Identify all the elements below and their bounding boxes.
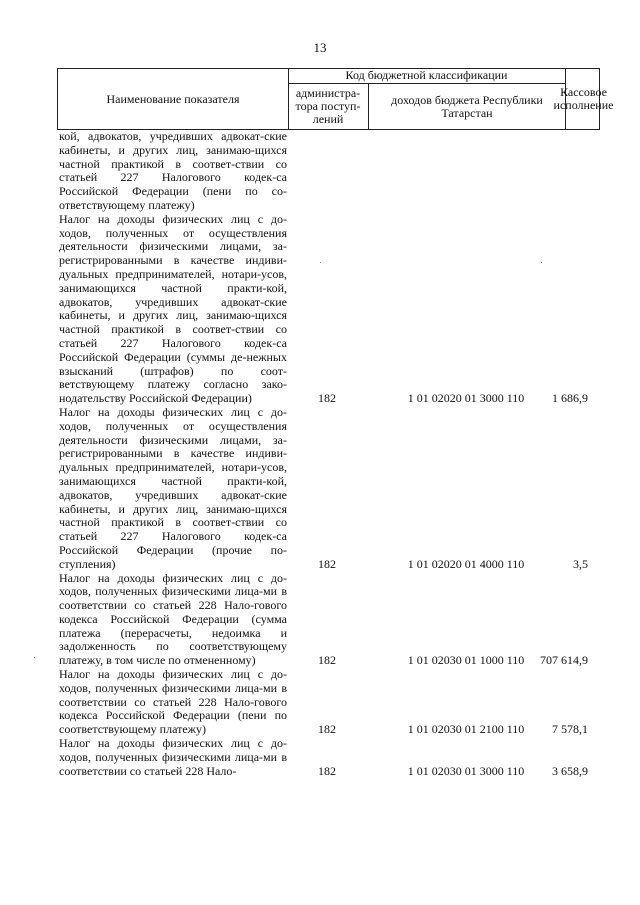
row-name: Налог на доходы физических лиц с до-ходов, полученных физическими лица-ми в соответствии со статьей 228 Нало-: [59, 736, 287, 778]
table-row: [57, 213, 600, 406]
table-body: [57, 130, 600, 778]
scan-speck: [541, 262, 542, 263]
scan-speck: [34, 657, 35, 658]
table-row: [57, 406, 600, 572]
header-name: Наименование показателя: [58, 69, 289, 129]
row-admin-code: 182: [318, 653, 336, 668]
row-admin-code: 182: [318, 556, 336, 571]
row-amount: 1 686,9: [552, 391, 588, 406]
header-code-group: Код бюджетной классификации: [288, 69, 566, 84]
table-header: [57, 68, 614, 130]
row-budget-code: 1 01 02020 01 3000 110: [407, 391, 525, 406]
row-name: кой, адвокатов, учредивших адвокат-ские кабинеты, и других лиц, занимаю-щихся частной практикой в соответ-ствии со статьей 227 Налогового кодек-са Российской Федерации (пени по со-ответствующему платежу): [59, 129, 287, 212]
row-name: Налог на доходы физических лиц с до-ходов, полученных от осуществления деятельности физическими лицами, за-регистрированными в качестве индиви-дуальных предпринимателей, нотари-усов, занимающихся частной практи-кой, адвокатов, учредивших адвокат-ские кабинеты, и других лиц, занимаю-щихся частной практикой в соответ-ствии со статьей 227 Налогового кодек-са Российской Федерации (прочие по-ступления): [59, 404, 287, 571]
row-budget-code: 1 01 02030 01 1000 110: [407, 653, 525, 668]
row-amount: 3,5: [573, 556, 588, 571]
header-admin: администра-тора поступ-лений: [288, 84, 369, 129]
row-name: Налог на доходы физических лиц с до-ходов, полученных от осуществления деятельности физическими лицами, за-регистрированными в качестве индиви-дуальных предпринимателей, нотари-усов, занимающихся частной практи-кой, адвокатов, учредивших адвокат-ские кабинеты, и других лиц, занимаю-щихся частной практикой в соответ-ствии со статьей 227 Налогового кодек-са Российской Федерации (суммы де-нежных взысканий (штрафов) по соот-ветствующему платежу согласно зако-нодательству Российской Федерации): [59, 211, 287, 406]
row-admin-code: 182: [318, 391, 336, 406]
row-admin-code: 182: [318, 722, 336, 737]
page-number: 13: [313, 40, 327, 55]
table-row: [57, 668, 600, 737]
header-execution: Кассовое исполнение: [553, 85, 614, 112]
row-name: Налог на доходы физических лиц с до-ходов, полученных физическими лица-ми в соответствии со статьей 228 Нало-гового кодекса Российской Федерации (сумма платежа (перерасчеты, недоимка и задолженность по соответствующему платежу, в том числе по отмененному): [59, 570, 287, 668]
row-budget-code: 1 01 02030 01 2100 110: [407, 722, 525, 737]
row-budget-code: 1 01 02030 01 3000 110: [407, 763, 525, 778]
row-name: Налог на доходы физических лиц с до-ходов, полученных физическими лица-ми в соответствии со статьей 228 Нало-гового кодекса Российской Федерации (пени по соответствующему платежу): [59, 667, 287, 737]
row-admin-code: 182: [318, 763, 336, 778]
row-amount: 7 578,1: [552, 722, 588, 737]
scan-speck: [320, 262, 321, 263]
row-amount: 3 658,9: [552, 763, 588, 778]
row-budget-code: 1 01 02020 01 4000 110: [407, 556, 525, 571]
table-row: [57, 572, 600, 669]
budget-table: [57, 68, 614, 778]
row-amount: 707 614,9: [540, 653, 588, 668]
table-row: [57, 130, 600, 213]
header-income: доходов бюджета Республики Татарстан: [369, 84, 566, 129]
table-row: [57, 737, 600, 778]
